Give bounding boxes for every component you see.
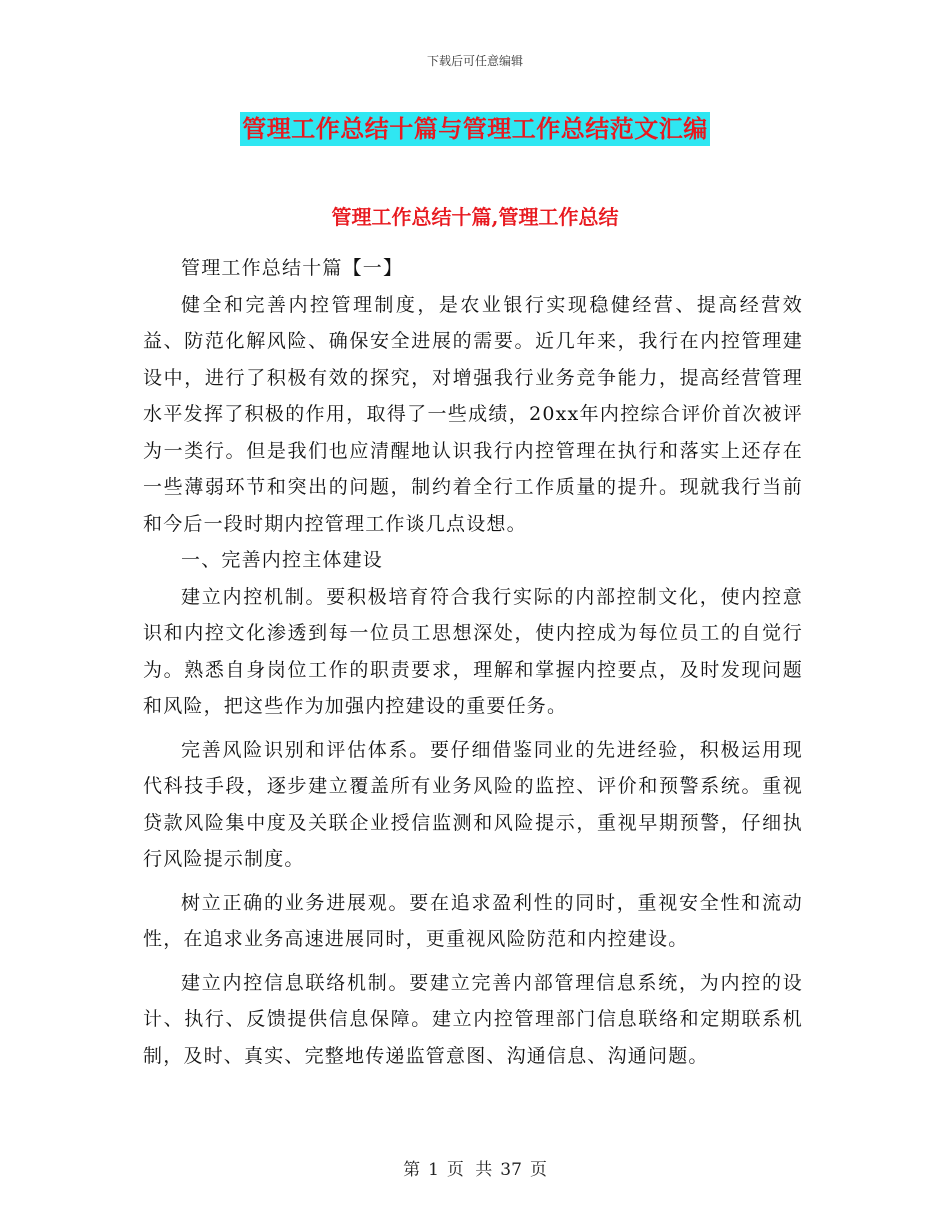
main-title-container bbox=[0, 112, 950, 146]
sub-title: 管理工作总结十篇,管理工作总结 bbox=[331, 205, 619, 229]
body-text bbox=[143, 250, 803, 1074]
paragraph-control-mechanism: 建立内控机制。要积极培育符合我行实际的内部控制文化，使内控意识和内控文化渗透到每一位员工思想深处，使内控成为每位员工的自觉行为。熟悉自身岗位工作的职责要求，理解和掌握内控要点，及时发现问题和风险，把这些作为加强内控建设的重要任务。 bbox=[143, 585, 803, 717]
header-note: 下载后可任意编辑 bbox=[426, 54, 523, 68]
footer-mid: 页 共 bbox=[446, 1160, 493, 1180]
paragraph-development-view: 树立正确的业务进展观。要在追求盈利性的同时，重视安全性和流动性，在追求业务高速进展同时，更重视风险防范和内控建设。 bbox=[143, 891, 803, 950]
section-heading-1: 管理工作总结十篇【一】 bbox=[181, 257, 404, 279]
paragraph-risk-system: 完善风险识别和评估体系。要仔细借鉴同业的先进经验，积极运用现代科技手段，逐步建立覆盖所有业务风险的监控、评价和预警系统。重视贷款风险集中度及关联企业授信监测和风险提示，重视早期预警，仔细执行风险提示制度。 bbox=[143, 738, 803, 870]
section-heading-2: 一、完善内控主体建设 bbox=[181, 549, 384, 571]
footer-suffix: 页 bbox=[529, 1160, 547, 1180]
paragraph-info-mechanism: 建立内控信息联络机制。要建立完善内部管理信息系统，为内控的设计、执行、反馈提供信息保障。建立内控管理部门信息联络和定期联系机制，及时、真实、完整地传递监管意图、沟通信息、沟通问题。 bbox=[143, 971, 803, 1067]
main-title: 管理工作总结十篇与管理工作总结范文汇编 bbox=[240, 112, 710, 146]
footer-page-number: 1 bbox=[428, 1160, 439, 1180]
page-footer bbox=[0, 1155, 950, 1180]
footer-page-total: 37 bbox=[500, 1160, 522, 1180]
footer-prefix: 第 bbox=[403, 1160, 421, 1180]
paragraph-intro: 健全和完善内控管理制度，是农业银行实现稳健经营、提高经营效益、防范化解风险、确保安全进展的需要。近几年来，我行在内控管理建设中，进行了积极有效的探究，对增强我行业务竞争能力，提高经营管理水平发挥了积极的作用，取得了一些成绩，20xx年内控综合评价首次被评为一类行。但是我们也应清醒地认识我行内控管理在执行和落实上还存在一些薄弱环节和突出的问题，制约着全行工作质量的提升。现就我行当前和今后一段时期内控管理工作谈几点设想。 bbox=[143, 293, 803, 535]
